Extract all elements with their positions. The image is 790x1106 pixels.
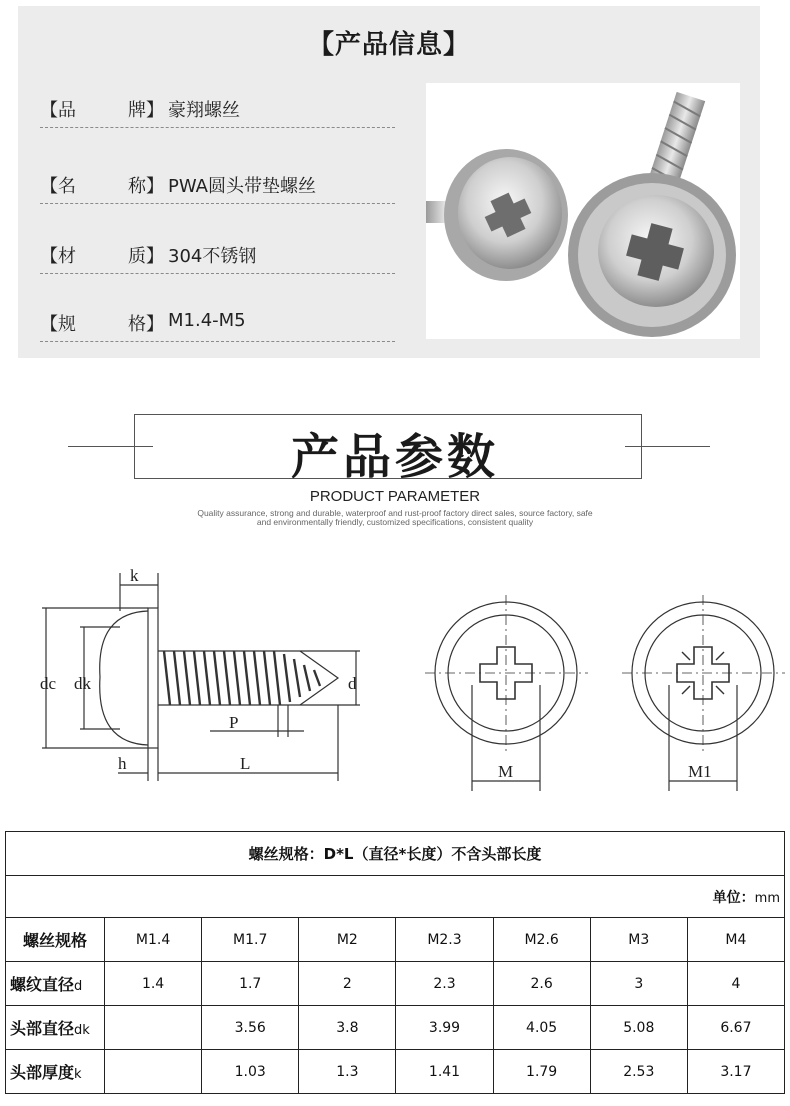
screw-head-outline (100, 611, 148, 745)
spec-cell: 2.53 (590, 1050, 687, 1094)
spec-col-header: M2.3 (396, 918, 493, 962)
dim-label-p: P (229, 713, 239, 732)
dim-label-m1: M1 (688, 762, 712, 781)
spec-cell: 3 (590, 962, 687, 1006)
spec-cell: 2.6 (493, 962, 590, 1006)
spec-cell: 2 (299, 962, 396, 1006)
info-value-material: 304不锈钢 (168, 246, 257, 267)
spec-cell: 5.08 (590, 1006, 687, 1050)
dim-label-dk: dk (74, 674, 91, 693)
dim-label-k: k (130, 566, 139, 585)
info-row-material (40, 234, 395, 274)
dim-label-h: h (118, 754, 127, 773)
screw-washer (148, 608, 158, 748)
spec-caption: 螺丝规格：D*L（直径*长度）不含头部长度 (6, 832, 785, 876)
info-value-brand: 豪翔螺丝 (168, 100, 240, 121)
param-desc-line-1: Quality assurance, strong and durable, waterproof and rust-proof factory direct sales, source factory, safe (197, 508, 593, 518)
info-label-spec: 【规格】 (40, 314, 164, 335)
spec-col-header: M2 (299, 918, 396, 962)
param-title: 产品参数 (290, 429, 499, 485)
product-photo (426, 83, 740, 339)
spec-row-label: 螺纹直径d (6, 962, 105, 1006)
param-subtitle: PRODUCT PARAMETER (309, 488, 481, 505)
spec-cell: 1.4 (105, 962, 202, 1006)
spec-col-header: M2.6 (493, 918, 590, 962)
spec-unit-row (6, 876, 785, 918)
spec-cell: 3.99 (396, 1006, 493, 1050)
spec-cell: 1.79 (493, 1050, 590, 1094)
info-row-name (40, 164, 395, 204)
spec-row-head-thickness (6, 1050, 785, 1094)
dim-label-l: L (240, 754, 251, 773)
spec-row-label: 头部厚度k (6, 1050, 105, 1094)
info-value-spec: M1.4-M5 (168, 310, 246, 331)
spec-cell: 3.17 (687, 1050, 784, 1094)
spec-col-header: M1.4 (105, 918, 202, 962)
spec-col-header: M1.7 (202, 918, 299, 962)
param-desc-line-2: and environmentally friendly, customized specifications, consistent quality (256, 516, 534, 527)
spec-header-row (6, 918, 785, 962)
dim-label-dc: dc (40, 674, 57, 693)
screw-threads (164, 651, 320, 705)
spec-cell: 2.3 (396, 962, 493, 1006)
dim-label-d: d (348, 674, 357, 693)
spec-table (5, 831, 785, 1094)
info-label-name: 【名称】 (40, 176, 164, 197)
product-info-title: 【产品信息】 (307, 30, 470, 60)
spec-row-label: 头部直径dk (6, 1006, 105, 1050)
spec-cell: 1.03 (202, 1050, 299, 1094)
spec-cell (105, 1006, 202, 1050)
spec-cell: 3.8 (299, 1006, 396, 1050)
spec-unit: 单位：mm (6, 876, 785, 918)
spec-cell: 6.67 (687, 1006, 784, 1050)
spec-header-label: 螺丝规格 (6, 918, 105, 962)
spec-cell: 1.41 (396, 1050, 493, 1094)
spec-cell: 1.7 (202, 962, 299, 1006)
info-row-spec (40, 302, 395, 342)
spec-col-header: M3 (590, 918, 687, 962)
dim-label-m: M (498, 762, 514, 781)
spec-cell: 1.3 (299, 1050, 396, 1094)
info-row-brand (40, 88, 395, 128)
param-description (0, 509, 790, 526)
spec-cell (105, 1050, 202, 1094)
spec-row-head-diameter (6, 1006, 785, 1050)
info-label-brand: 【品牌】 (40, 100, 164, 121)
spec-caption-row (6, 832, 785, 876)
technical-diagram (0, 555, 790, 809)
info-label-material: 【材质】 (40, 246, 164, 267)
spec-cell: 4 (687, 962, 784, 1006)
spec-cell: 4.05 (493, 1006, 590, 1050)
spec-row-thread-diameter (6, 962, 785, 1006)
product-info-panel (18, 6, 760, 358)
spec-col-header: M4 (687, 918, 784, 962)
screw-tip (300, 651, 338, 705)
info-value-name: PWA圆头带垫螺丝 (168, 176, 316, 197)
spec-cell: 3.56 (202, 1006, 299, 1050)
